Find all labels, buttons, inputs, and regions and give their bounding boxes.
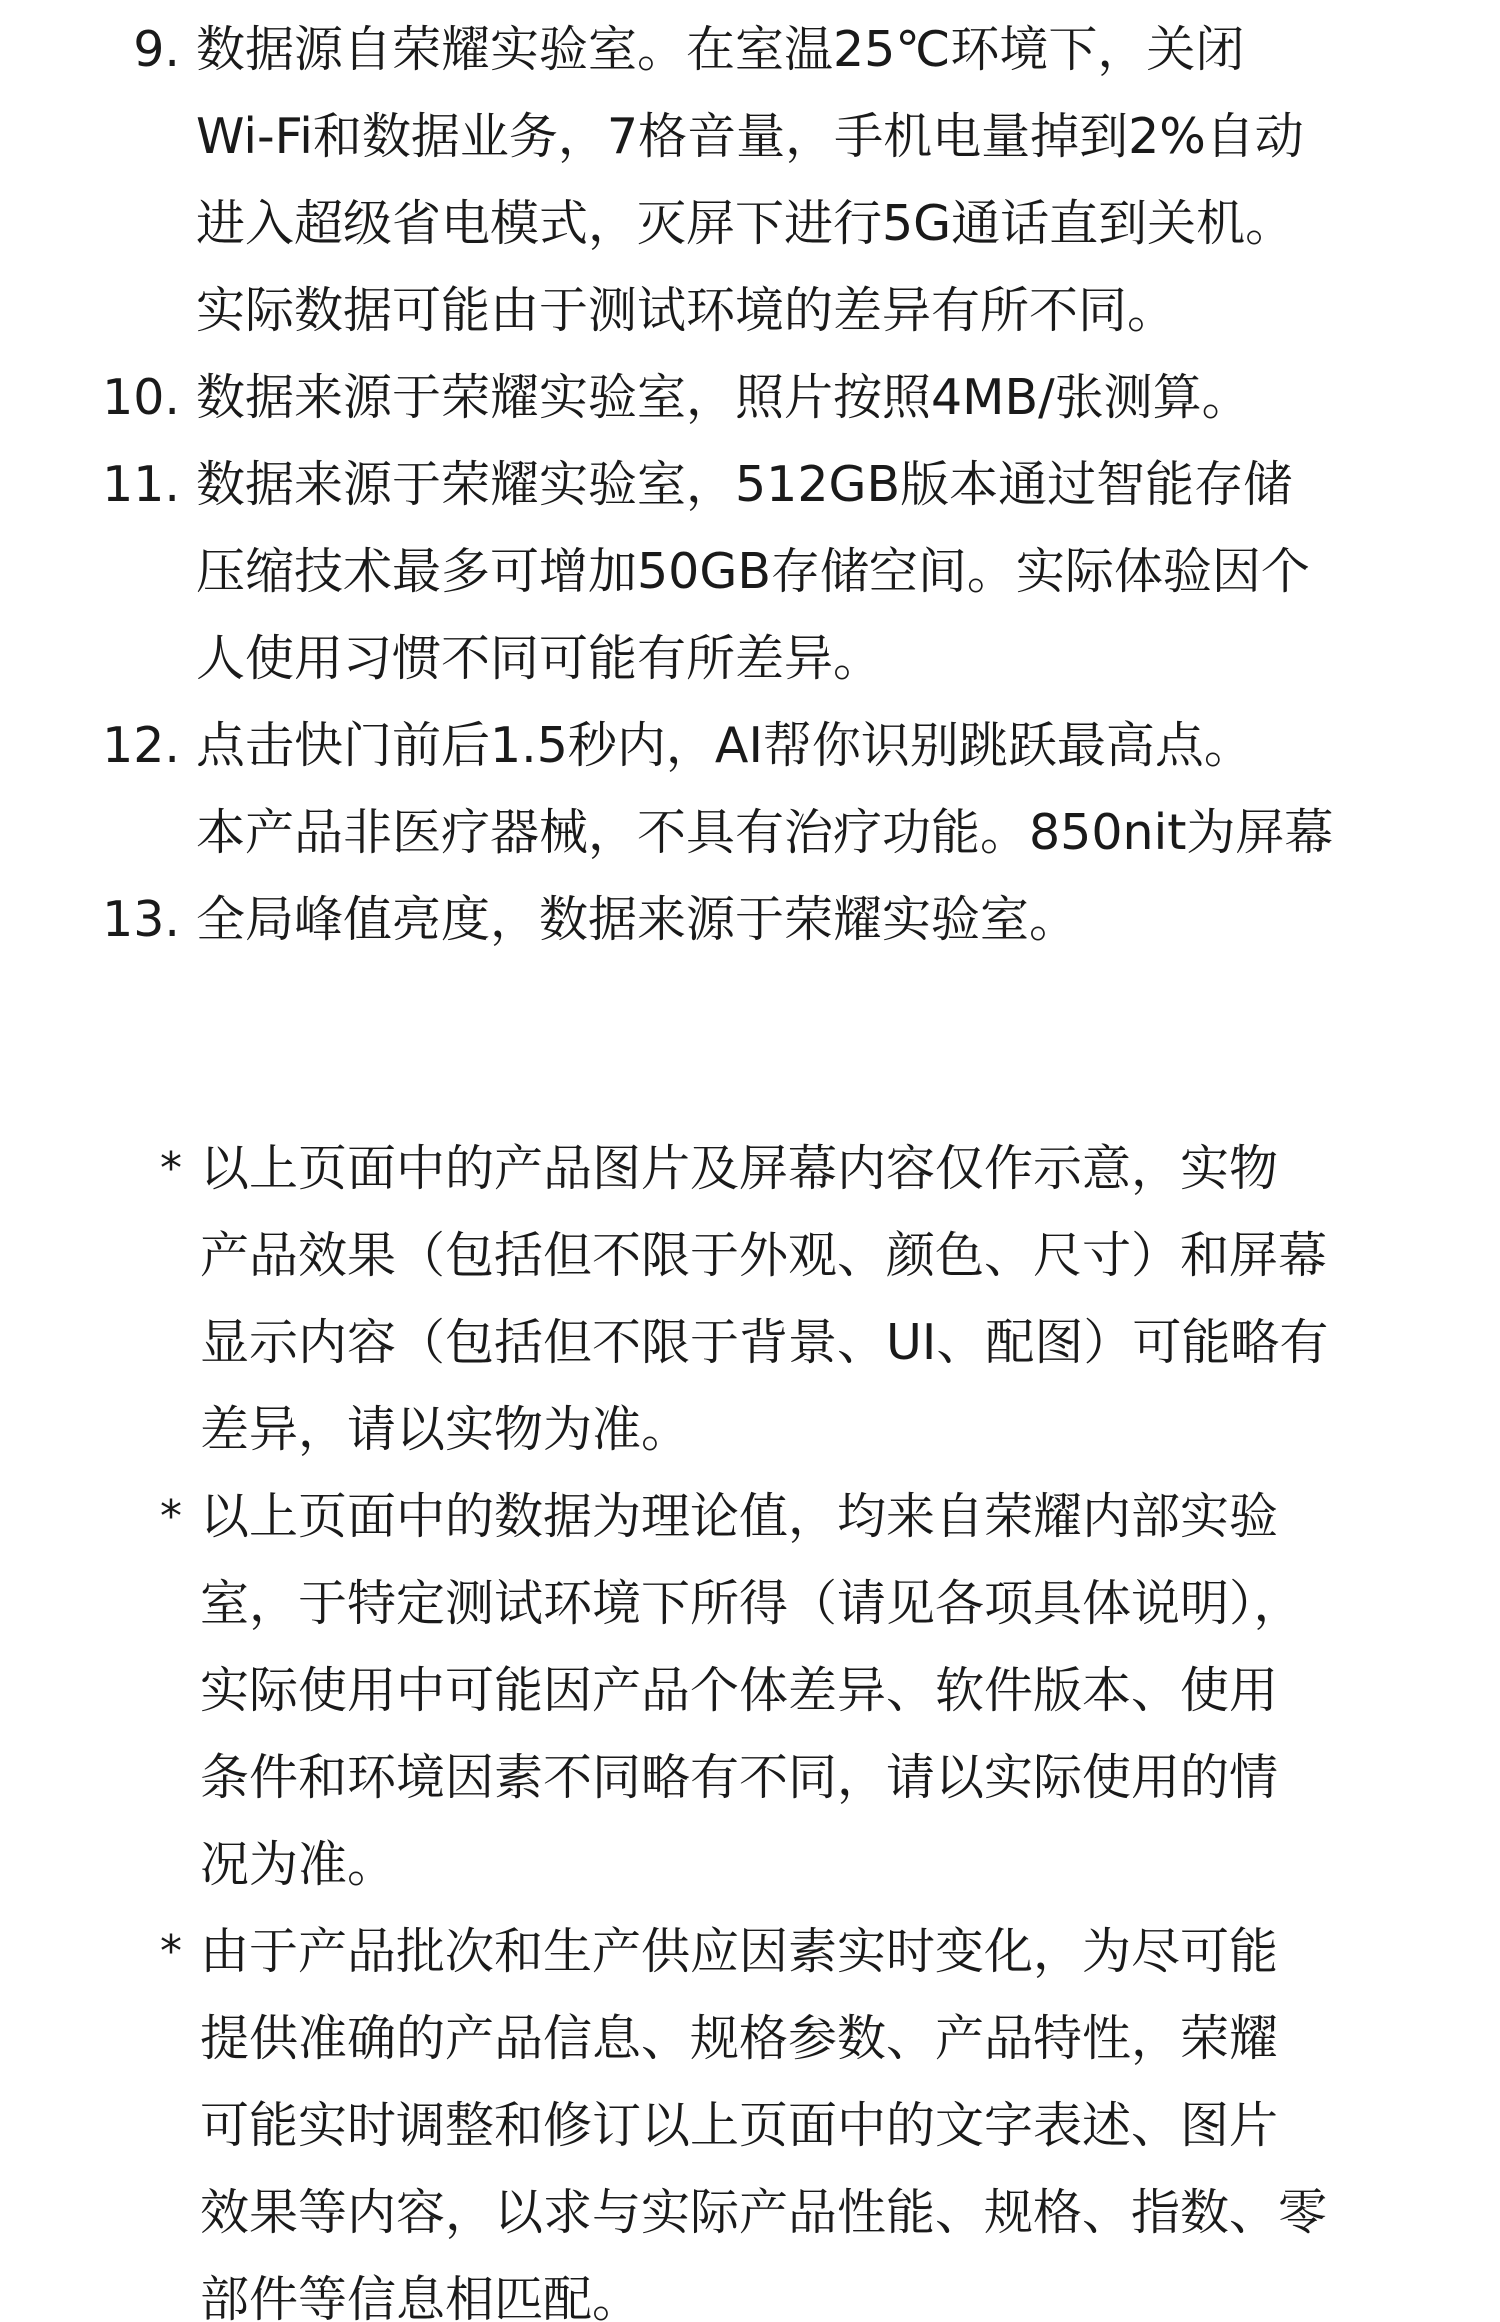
note-13: [0, 876, 1500, 963]
disclaimer-line: 实际使用中可能因产品个体差异、软件版本、使用: [200, 1662, 1279, 1719]
disclaimer-line: 以上页面中的数据为理论值，均来自荣耀内部实验: [200, 1488, 1279, 1545]
disclaimer-line: 部件等信息相匹配。: [200, 2271, 642, 2322]
note-number: 9.: [133, 21, 180, 78]
note-line: 数据来源于荣耀实验室，512GB版本通过智能存储: [196, 456, 1293, 513]
note-number: 10.: [102, 369, 180, 426]
disclaimer-line: 产品效果（包括但不限于外观、颜色、尺寸）和屏幕: [200, 1227, 1328, 1284]
note-12: [0, 702, 1500, 876]
disclaimer-line: 提供准确的产品信息、规格参数、产品特性，荣耀: [200, 2010, 1279, 2067]
note-line: 人使用习惯不同可能有所差异。: [196, 630, 883, 687]
asterisk-marker: *: [160, 1491, 182, 1542]
disclaimer-line: 室，于特定测试环境下所得（请见各项具体说明），: [200, 1575, 1303, 1632]
asterisk-marker: *: [160, 1143, 182, 1194]
disclaimer-line: 显示内容（包括但不限于背景、UI、配图）可能略有: [200, 1314, 1329, 1371]
note-line: Wi-Fi和数据业务，7格音量，手机电量掉到2%自动: [196, 108, 1304, 165]
disclaimer-line: 由于产品批次和生产供应因素实时变化，为尽可能: [200, 1923, 1279, 1980]
disclaimer-line: 条件和环境因素不同略有不同，请以实际使用的情: [200, 1749, 1279, 1806]
note-line: 实际数据可能由于测试环境的差异有所不同。: [196, 282, 1177, 339]
note-9: [0, 6, 1500, 354]
note-line: 压缩技术最多可增加50GB存储空间。实际体验因个: [196, 543, 1310, 600]
note-number: 13.: [102, 891, 180, 948]
note-line: 点击快门前后1.5秒内，AI帮你识别跳跃最高点。: [196, 717, 1253, 774]
note-line: 进入超级省电模式，灭屏下进行5G通话直到关机。: [196, 195, 1295, 252]
disclaimer-item: [0, 1908, 1500, 2322]
note-line: 本产品非医疗器械，不具有治疗功能。850nit为屏幕: [196, 804, 1334, 861]
disclaimer-line: 以上页面中的产品图片及屏幕内容仅作示意，实物: [200, 1140, 1279, 1197]
disclaimer-line: 效果等内容，以求与实际产品性能、规格、指数、零: [200, 2184, 1328, 2241]
asterisk-marker: *: [160, 1926, 182, 1977]
note-number: 11.: [102, 456, 180, 513]
disclaimer-item: [0, 1125, 1500, 1473]
disclaimer-item: [0, 1473, 1500, 1908]
disclaimer-line: 差异，请以实物为准。: [200, 1401, 691, 1458]
note-line: 数据源自荣耀实验室。在室温25℃环境下，关闭: [196, 21, 1245, 78]
note-number: 12.: [102, 717, 180, 774]
disclaimer-list: [0, 1125, 1500, 2322]
disclaimer-line: 可能实时调整和修订以上页面中的文字表述、图片: [200, 2097, 1279, 2154]
note-11: [0, 441, 1500, 702]
note-line: 数据来源于荣耀实验室，照片按照4MB/张测算。: [196, 369, 1251, 426]
numbered-notes-list: [0, 6, 1500, 963]
note-line: 全局峰值亮度，数据来源于荣耀实验室。: [196, 891, 1079, 948]
disclaimer-line: 况为准。: [200, 1836, 397, 1893]
note-10: [0, 354, 1500, 441]
